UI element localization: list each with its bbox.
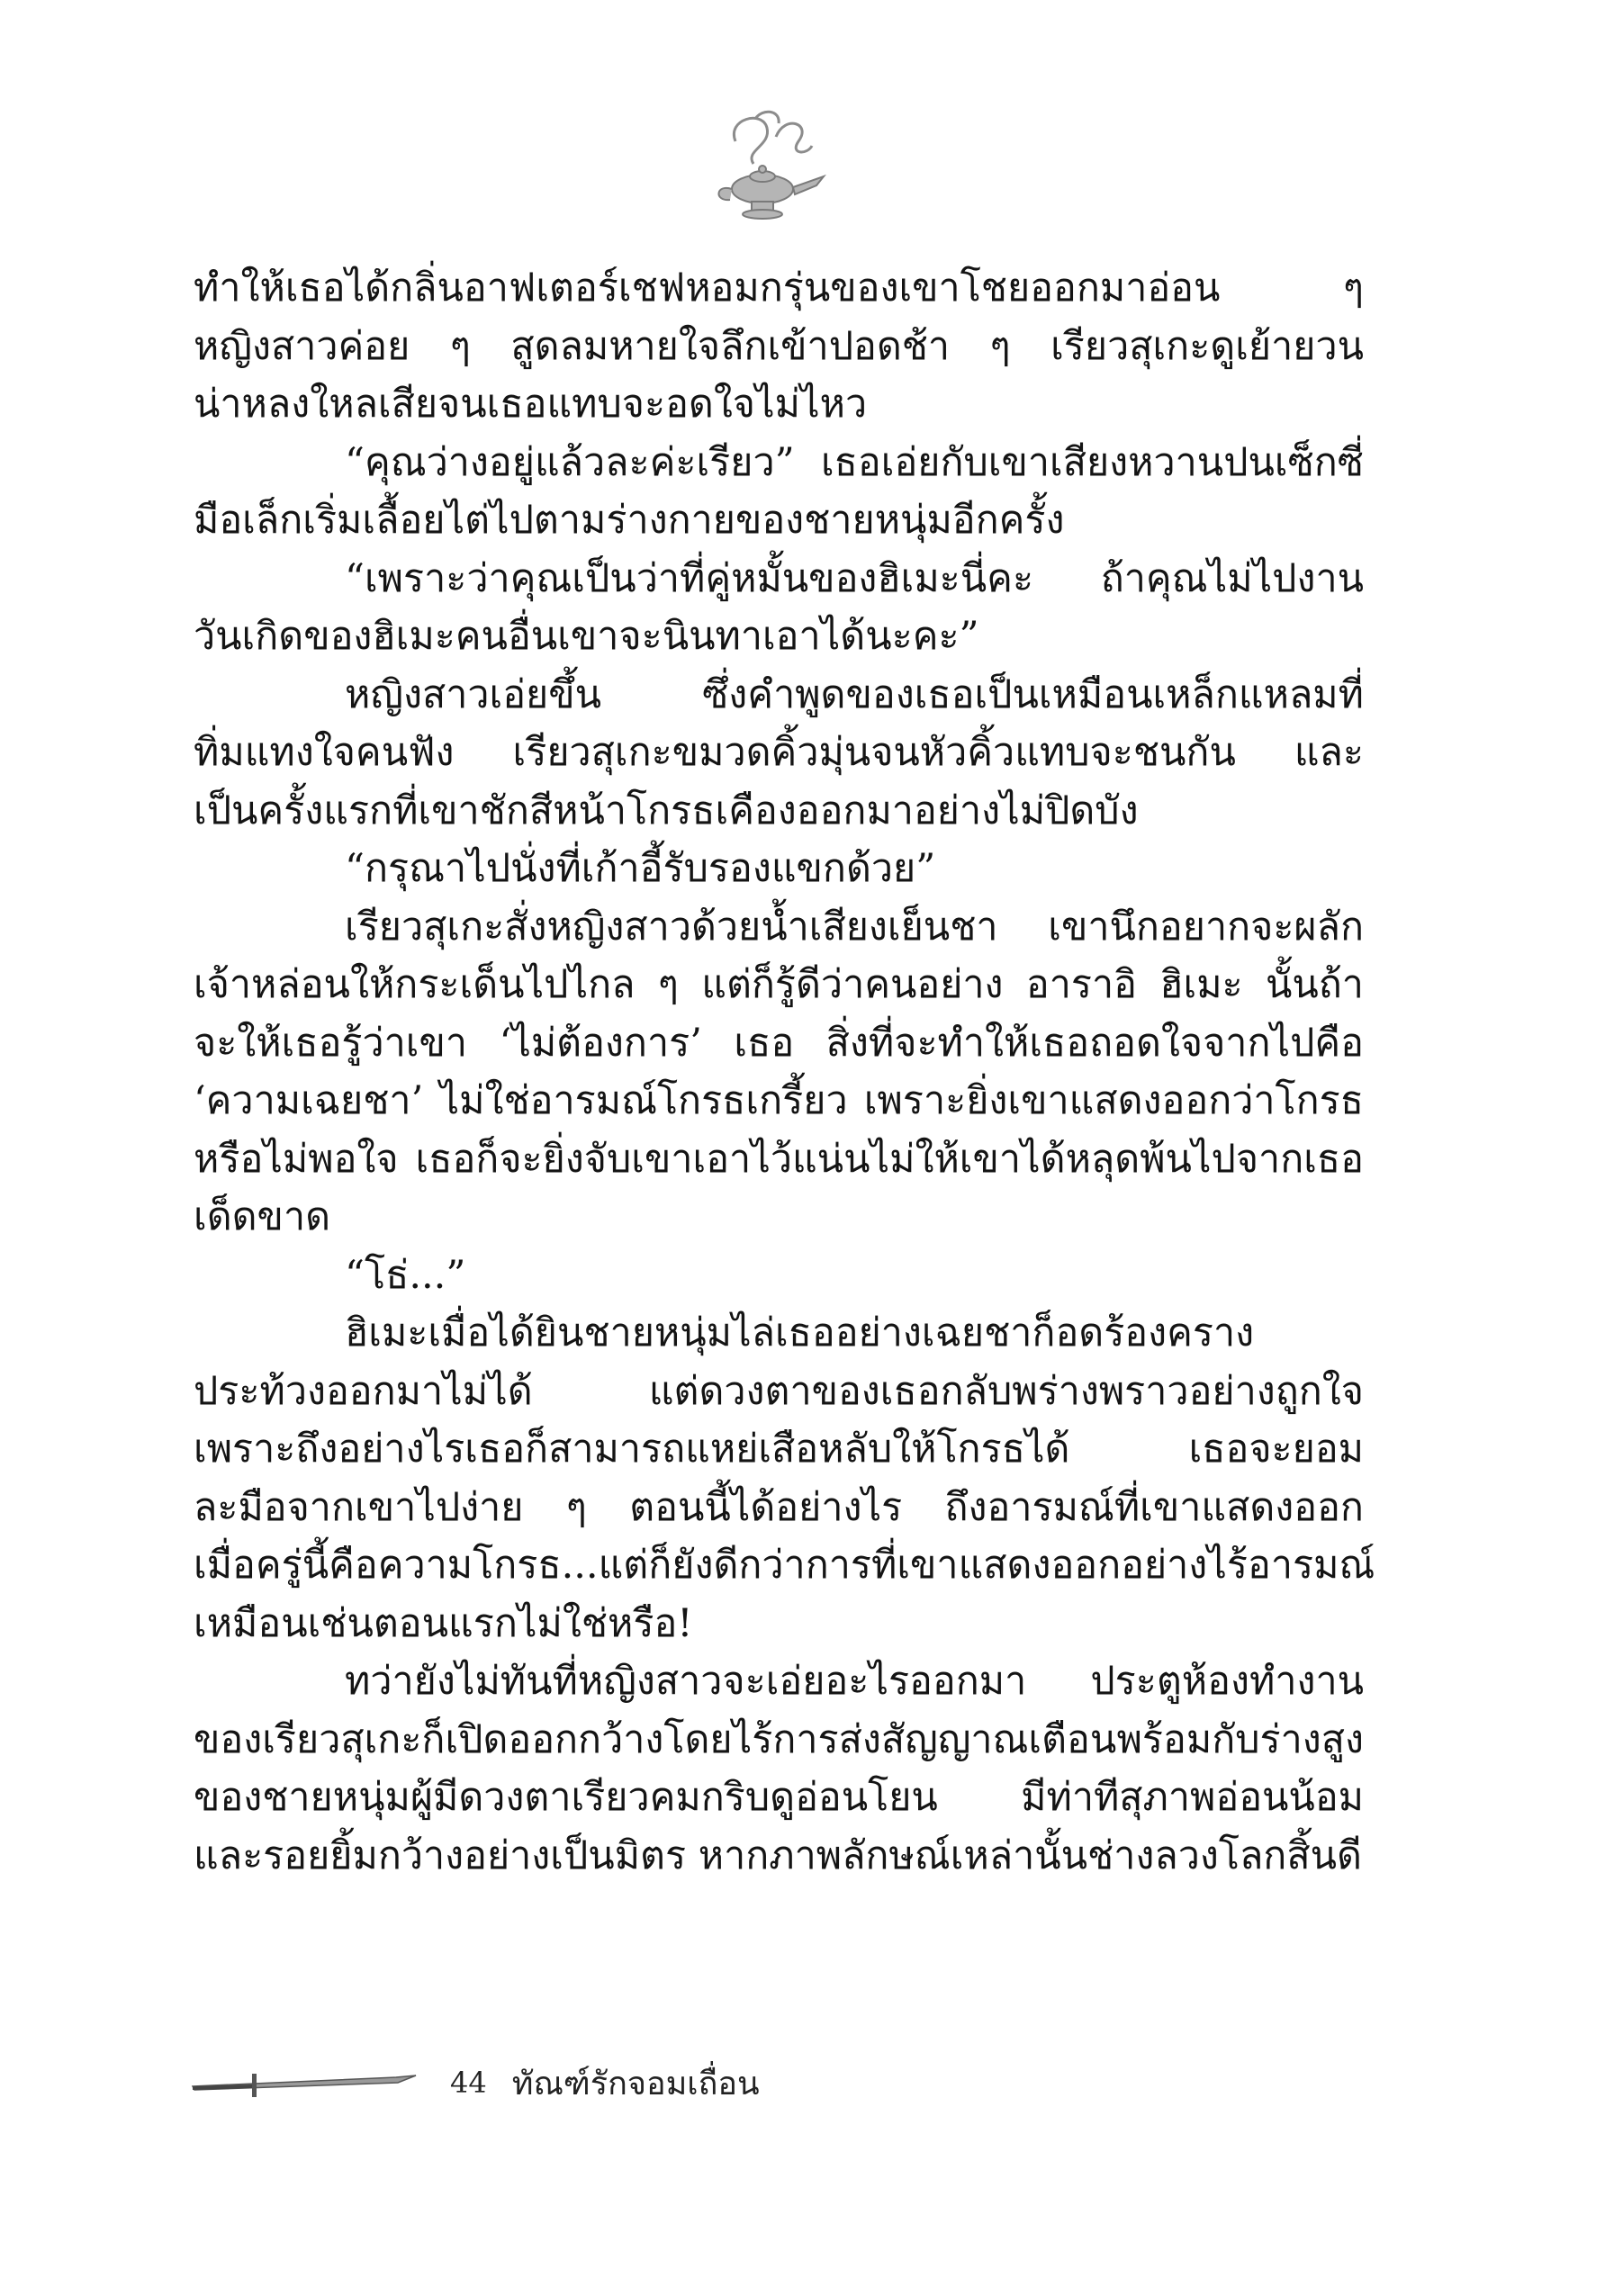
text-line: เรียวสุเกะสั่งหญิงสาวด้วยน้ำเสียงเย็นชา เขานึกอยากจะผลัก [345,904,1364,950]
text-line: “กรุณาไปนั่งที่เก้าอี้รับรองแขกด้วย” [345,846,936,891]
page-number: 44 [450,2066,487,2100]
text-line: เด็ดขาด [194,1194,331,1239]
text-line: น่าหลงใหลเสียจนเธอแทบจะอดใจไม่ไหว [194,382,868,427]
text-line: ทิ่มแทงใจคนฟัง เรียวสุเกะขมวดคิ้วมุ่นจนหัวคิ้วแทบจะชนกัน และ [194,730,1364,775]
text-line: ‘ความเฉยชา’ ไม่ใช่อารมณ์โกรธเกรี้ยว เพราะยิ่งเขาแสดงออกว่าโกรธ [194,1078,1364,1123]
body-text [194,259,1375,1885]
genie-lamp-icon [699,101,834,236]
text-line: “โธ่...” [345,1252,466,1298]
sword-icon [189,2065,423,2101]
text-line: ละมือจากเขาไปง่าย ๆ ตอนนี้ได้อย่างไร ถึงอารมณ์ที่เขาแสดงออก [194,1484,1364,1530]
text-line: เป็นครั้งแรกที่เขาชักสีหน้าโกรธเคืองออกมาอย่างไม่ปิดบัง [194,788,1139,833]
text-line: ประท้วงออกมาไม่ได้ แต่ดวงตาของเธอกลับพร่างพราวอย่างถูกใจ [194,1368,1364,1414]
text-line: หญิงสาวค่อย ๆ สูดลมหายใจลึกเข้าปอดช้า ๆ เรียวสุเกะดูเย้ายวน [194,323,1364,369]
text-line: จะให้เธอรู้ว่าเขา ‘ไม่ต้องการ’ เธอ สิ่งที่จะทำให้เธอถอดใจจากไปคือ [194,1020,1364,1066]
text-line: เหมือนเช่นตอนแรกไม่ใช่หรือ! [194,1600,693,1646]
text-line: ของชายหนุ่มผู้มีดวงตาเรียวคมกริบดูอ่อนโยน มีท่าทีสุภาพอ่อนน้อม [194,1775,1364,1820]
text-line: “คุณว่างอยู่แล้วละค่ะเรียว” เธอเอ่ยกับเขาเสียงหวานปนเซ็กซี่ [345,439,1364,485]
book-title: ทัณฑ์รักจอมเถื่อน [511,2065,760,2102]
text-line: เพราะถึงอย่างไรเธอก็สามารถแหย่เสือหลับให้โกรธได้ เธอจะยอม [194,1427,1364,1472]
text-line: และรอยยิ้มกว้างอย่างเป็นมิตร หากภาพลักษณ์เหล่านั้นช่างลวงโลกสิ้นดี [194,1832,1362,1878]
text-line: วันเกิดของฮิเมะคนอื่นเขาจะนินทาเอาได้นะคะ” [194,614,979,659]
text-line: หรือไม่พอใจ เธอก็จะยิ่งจับเขาเอาไว้แน่นไม่ให้เขาได้หลุดพ้นไปจากเธอ [194,1136,1364,1182]
text-line: “เพราะว่าคุณเป็นว่าที่คู่หมั้นของฮิเมะนี่คะ ถ้าคุณไม่ไปงาน [345,555,1364,601]
text-line: เมื่อครู่นี้คือความโกรธ...แต่ก็ยังดีกว่าการที่เขาแสดงออกอย่างไร้อารมณ์ [194,1543,1375,1588]
text-line: มือเล็กเริ่มเลื้อยไต่ไปตามร่างกายของชายหนุ่มอีกครั้ง [194,498,1065,543]
text-line: ของเรียวสุเกะก็เปิดออกกว้างโดยไร้การส่งสัญญาณเตือน พร้อมกับร่างสูง [194,1716,1364,1762]
page-footer [189,2056,760,2110]
text-line: หญิงสาวเอ่ยขึ้น ซึ่งคำพูดของเธอเป็นเหมือนเหล็กแหลมที่ [345,671,1364,717]
text-line: ทำให้เธอได้กลิ่นอาฟเตอร์เชฟหอมกรุ่นของเขาโชยออกมาอ่อน ๆ [194,266,1364,311]
text-line: ฮิเมะเมื่อได้ยินชายหนุ่มไล่เธออย่างเฉยชาก็อดร้องคราง [345,1310,1255,1355]
text-line: เจ้าหล่อนให้กระเด็นไปไกล ๆ แต่ก็รู้ดีว่าคนอย่าง อาราอิ ฮิเมะ นั้นถ้า [194,962,1364,1007]
text-line: ทว่ายังไม่ทันที่หญิงสาวจะเอ่ยอะไรออกมา ประตูห้องทำงาน [345,1659,1364,1704]
